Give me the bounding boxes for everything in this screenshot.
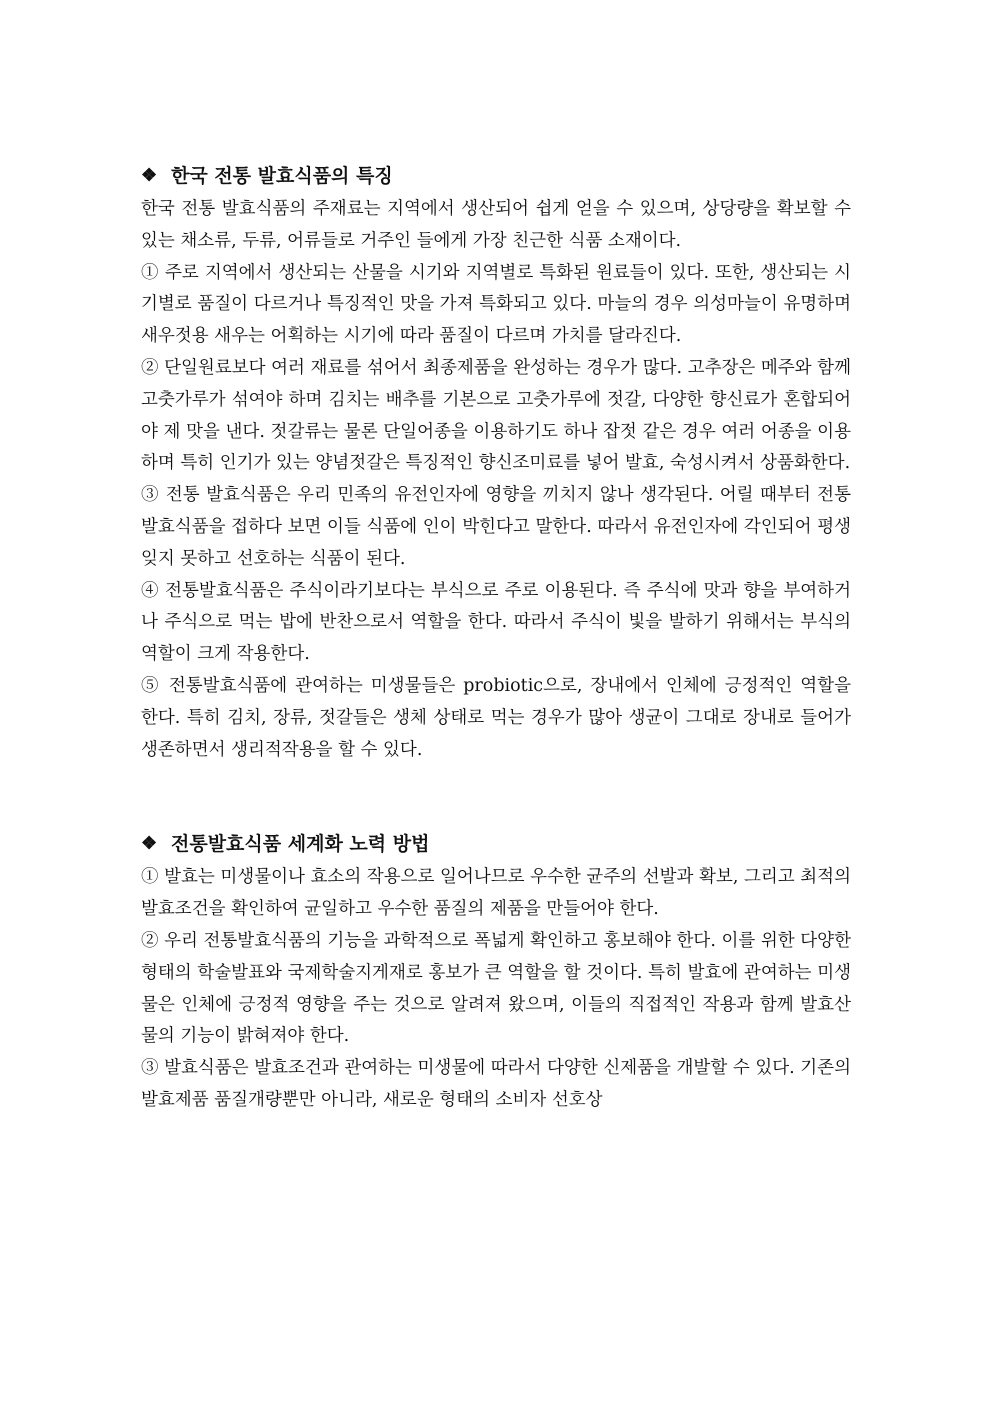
paragraph-item-3: ③ 전통 발효식품은 우리 민족의 유전인자에 영향을 끼치지 않나 생각된다. 어릴 때부터 전통 발효식품을 접하다 보면 이들 식품에 인이 박힌다고 말한다. 따라서 유전인자에 각인되어 평생 잊지 못하고 선호하는 식품이 된다.: [141, 485, 851, 569]
paragraph-intro: 한국 전통 발효식품의 주재료는 지역에서 생산되어 쉽게 얻을 수 있으며, 상당량을 확보할 수 있는 채소류, 두류, 어류들로 거주인 들에게 가장 친근한 식품 소재이다.: [141, 199, 851, 251]
paragraph-item-5: ⑤ 전통발효식품에 관여하는 미생물들은 probiotic으로, 장내에서 인체에 긍정적인 역할을 한다. 특히 김치, 장류, 젓갈들은 생체 상태로 먹는 경우가 많아 생균이 그대로 장내로 들어가 생존하면서 생리적작용을 할 수 있다.: [141, 675, 851, 760]
paragraph-item-2: ② 우리 전통발효식품의 기능을 과학적으로 폭넓게 확인하고 홍보해야 한다. 이를 위한 다양한 형태의 학술발표와 국제학술지게재로 홍보가 큰 역할을 할 것이다. 특히 발효에 관여하는 미생물은 인체에 긍정적 영향을 주는 것으로 알려져 왔으며, 이들의 직접적인 작용과 함께 발효산물의 기능이 밝혀져야 한다.: [141, 930, 851, 1047]
diamond-bullet-icon: ❖: [141, 833, 158, 855]
paragraph-item-4: ④ 전통발효식품은 주식이라기보다는 부식으로 주로 이용된다. 즉 주식에 맛과 향을 부여하거나 주식으로 먹는 밥에 반찬으로서 역할을 한다. 따라서 주식이 빛을 발하기 위해서는 부식의 역할이 크게 작용한다.: [141, 580, 851, 665]
section-heading: [141, 160, 851, 192]
paragraph-item-1: ① 발효는 미생물이나 효소의 작용으로 일어나므로 우수한 균주의 선발과 확보, 그리고 최적의 발효조건을 확인하여 균일하고 우수한 품질의 제품을 만들어야 한다.: [141, 867, 851, 920]
diamond-bullet-icon: ❖: [141, 165, 158, 186]
paragraph-item-3: ③ 발효식품은 발효조건과 관여하는 미생물에 따라서 다양한 신제품을 개발할 수 있다. 기존의 발효제품 품질개량뿐만 아니라, 새로운 형태의 소비자 선호상: [141, 1058, 851, 1110]
section-heading: [141, 828, 851, 860]
paragraph-item-1: ① 주로 지역에서 생산되는 산물을 시기와 지역별로 특화된 원료들이 있다. 또한, 생산되는 시기별로 품질이 다르거나 특징적인 맛을 가져 특화되고 있다. 마늘의 경우 의성마늘이 유명하며 새우젓용 새우는 어획하는 시기에 따라 품질이 다르며 가치를 달라진다.: [141, 262, 851, 347]
section-korean-fermented-food-characteristics: [141, 160, 851, 766]
section-title: 전통발효식품 세계화 노력 방법: [171, 833, 430, 856]
document-page: [141, 160, 851, 1117]
paragraph-item-2: ② 단일원료보다 여러 재료를 섞어서 최종제품을 완성하는 경우가 많다. 고추장은 메주와 함께 고춧가루가 섞여야 하며 김치는 배추를 기본으로 고춧가루에 젓갈, 다양한 향신료가 혼합되어야 제 맛을 낸다. 젓갈류는 물론 단일어종을 이용하기도 하나 잡젓 같은 경우 여러 어종을 이용하며 특히 인기가 있는 양념젓갈은 특징적인 향신조미료를 넣어 발효, 숙성시켜서 상품화한다.: [141, 357, 851, 474]
section-title: 한국 전통 발효식품의 특징: [171, 165, 393, 187]
section-globalization-methods: [141, 828, 851, 1116]
